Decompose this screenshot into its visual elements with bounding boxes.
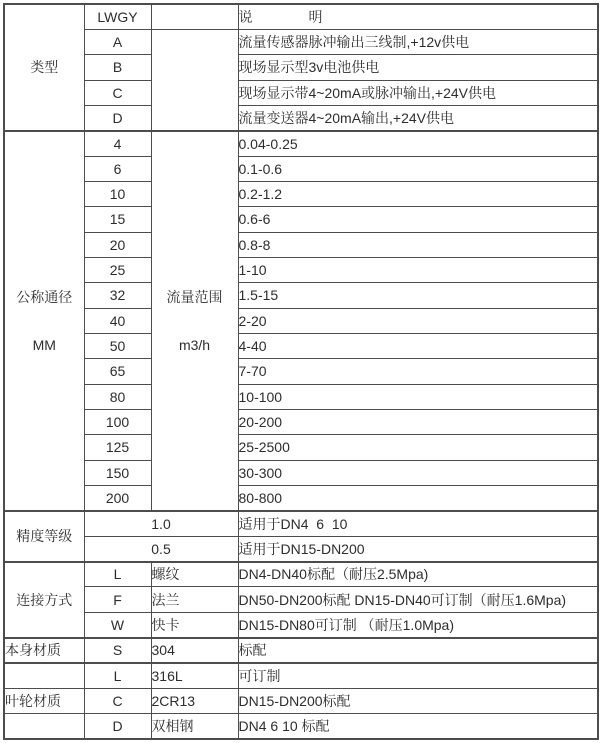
type-desc-cell: 流量传感器脉冲输出三线制,+12v供电 — [238, 29, 598, 54]
dn-code-cell: 100 — [84, 410, 151, 435]
row-dn-125 — [4, 435, 598, 460]
body-material-desc-cell: 标配 — [238, 638, 598, 663]
flow-range-line2: m3/h — [178, 336, 211, 353]
dn-code-cell: 80 — [84, 384, 151, 409]
row-dn-65 — [4, 359, 598, 384]
type-code-cell: C — [84, 80, 151, 105]
dn-code-cell: 40 — [84, 308, 151, 333]
impeller-desc-cell: 可订制 — [238, 663, 598, 688]
row-impeller-d — [4, 714, 598, 739]
connection-desc-cell: DN15-DN80可订制 （耐压1.0Mpa) — [238, 612, 598, 637]
impeller-mid-cell: 2CR13 — [151, 688, 238, 713]
dn-range-cell: 4-40 — [238, 333, 598, 358]
flowmeter-spec-table — [3, 3, 599, 740]
row-dn-150 — [4, 460, 598, 485]
impeller-code-cell: C — [84, 688, 151, 713]
dn-code-cell: 65 — [84, 359, 151, 384]
dn-code-cell: 25 — [84, 257, 151, 282]
section-label-impeller-material: 叶轮材质 — [4, 688, 84, 713]
dn-range-cell: 80-800 — [238, 486, 598, 511]
row-dn-6 — [4, 156, 598, 181]
dn-code-cell: 20 — [84, 232, 151, 257]
dn-range-cell: 20-200 — [238, 410, 598, 435]
impeller-code-cell: L — [84, 663, 151, 688]
section-label-body-material: 本身材质 — [4, 638, 84, 663]
section-label-type: 类型 — [4, 4, 84, 131]
impeller-label-empty-cell — [4, 714, 84, 739]
row-type-c — [4, 80, 598, 105]
dn-code-cell: 4 — [84, 131, 151, 156]
dn-code-cell: 200 — [84, 486, 151, 511]
type-code-cell: B — [84, 55, 151, 80]
connection-code-cell: F — [84, 587, 151, 612]
impeller-desc-cell: DN4 6 10 标配 — [238, 714, 598, 739]
row-accuracy-1-0 — [4, 511, 598, 536]
dn-code-cell: 150 — [84, 460, 151, 485]
header-mid-empty-cell — [151, 4, 238, 29]
type-desc-cell: 现场显示带4~20mA或脉冲输出,+24V供电 — [238, 80, 598, 105]
impeller-code-cell: D — [84, 714, 151, 739]
connection-mid-cell: 螺纹 — [151, 562, 238, 587]
dn-range-cell: 2-20 — [238, 308, 598, 333]
flow-range-line1: 流量范围 — [166, 288, 223, 305]
connection-code-cell: L — [84, 562, 151, 587]
row-body-material-s — [4, 638, 598, 663]
impeller-desc-cell: DN15-DN200标配 — [238, 688, 598, 713]
dn-range-cell: 1.5-15 — [238, 283, 598, 308]
row-dn-100 — [4, 410, 598, 435]
dn-range-cell: 10-100 — [238, 384, 598, 409]
dn-code-cell: 6 — [84, 156, 151, 181]
accuracy-value-cell: 1.0 — [84, 511, 238, 536]
row-type-d — [4, 105, 598, 130]
row-dn-25 — [4, 257, 598, 282]
row-dn-10 — [4, 181, 598, 206]
flow-range-label-cell — [151, 131, 238, 511]
row-dn-50 — [4, 333, 598, 358]
type-code-cell: D — [84, 105, 151, 130]
section-label-diameter — [4, 131, 84, 511]
dn-range-cell: 0.8-8 — [238, 232, 598, 257]
header-code-cell: LWGY — [84, 4, 151, 29]
row-type-a — [4, 29, 598, 54]
row-dn-4 — [4, 131, 598, 156]
dn-code-cell: 125 — [84, 435, 151, 460]
row-dn-40 — [4, 308, 598, 333]
row-header — [4, 4, 598, 29]
diameter-label-line1: 公称通径 — [16, 288, 73, 305]
connection-mid-cell: 快卡 — [151, 612, 238, 637]
header-desc-cell: 说 明 — [238, 4, 598, 29]
connection-desc-cell: DN4-DN40标配（耐压2.5Mpa) — [238, 562, 598, 587]
row-type-b — [4, 55, 598, 80]
row-dn-20 — [4, 232, 598, 257]
row-connection-l — [4, 562, 598, 587]
row-impeller-l — [4, 663, 598, 688]
dn-code-cell: 50 — [84, 333, 151, 358]
type-code-cell: A — [84, 29, 151, 54]
impeller-mid-cell: 双相钢 — [151, 714, 238, 739]
section-label-connection: 连接方式 — [4, 562, 84, 638]
dn-range-cell: 25-2500 — [238, 435, 598, 460]
row-dn-200 — [4, 486, 598, 511]
dn-range-cell: 0.2-1.2 — [238, 181, 598, 206]
connection-desc-cell: DN50-DN200标配 DN15-DN40可订制（耐压1.6Mpa) — [238, 587, 598, 612]
impeller-mid-cell: 316L — [151, 663, 238, 688]
type-desc-cell: 现场显示型3v电池供电 — [238, 55, 598, 80]
row-dn-32 — [4, 283, 598, 308]
dn-range-cell: 30-300 — [238, 460, 598, 485]
dn-range-cell: 0.6-6 — [238, 207, 598, 232]
row-connection-f — [4, 587, 598, 612]
accuracy-desc-cell: 适用于DN4 6 10 — [238, 511, 598, 536]
dn-range-cell: 1-10 — [238, 257, 598, 282]
diameter-label-line2: MM — [32, 336, 56, 353]
dn-range-cell: 7-70 — [238, 359, 598, 384]
body-material-code-cell: S — [84, 638, 151, 663]
dn-range-cell: 0.1-0.6 — [238, 156, 598, 181]
impeller-label-empty-cell — [4, 663, 84, 688]
body-material-mid-cell: 304 — [151, 638, 238, 663]
row-impeller-c — [4, 688, 598, 713]
row-connection-w — [4, 612, 598, 637]
row-dn-15 — [4, 207, 598, 232]
type-desc-cell: 流量变送器4~20mA输出,+24V供电 — [238, 105, 598, 130]
dn-code-cell: 15 — [84, 207, 151, 232]
connection-code-cell: W — [84, 612, 151, 637]
row-accuracy-0-5 — [4, 536, 598, 561]
dn-range-cell: 0.04-0.25 — [238, 131, 598, 156]
dn-code-cell: 32 — [84, 283, 151, 308]
section-label-accuracy: 精度等级 — [4, 511, 84, 562]
accuracy-value-cell: 0.5 — [84, 536, 238, 561]
type-mid-empty-cell — [151, 29, 238, 130]
row-dn-80 — [4, 384, 598, 409]
dn-code-cell: 10 — [84, 181, 151, 206]
accuracy-desc-cell: 适用于DN15-DN200 — [238, 536, 598, 561]
connection-mid-cell: 法兰 — [151, 587, 238, 612]
